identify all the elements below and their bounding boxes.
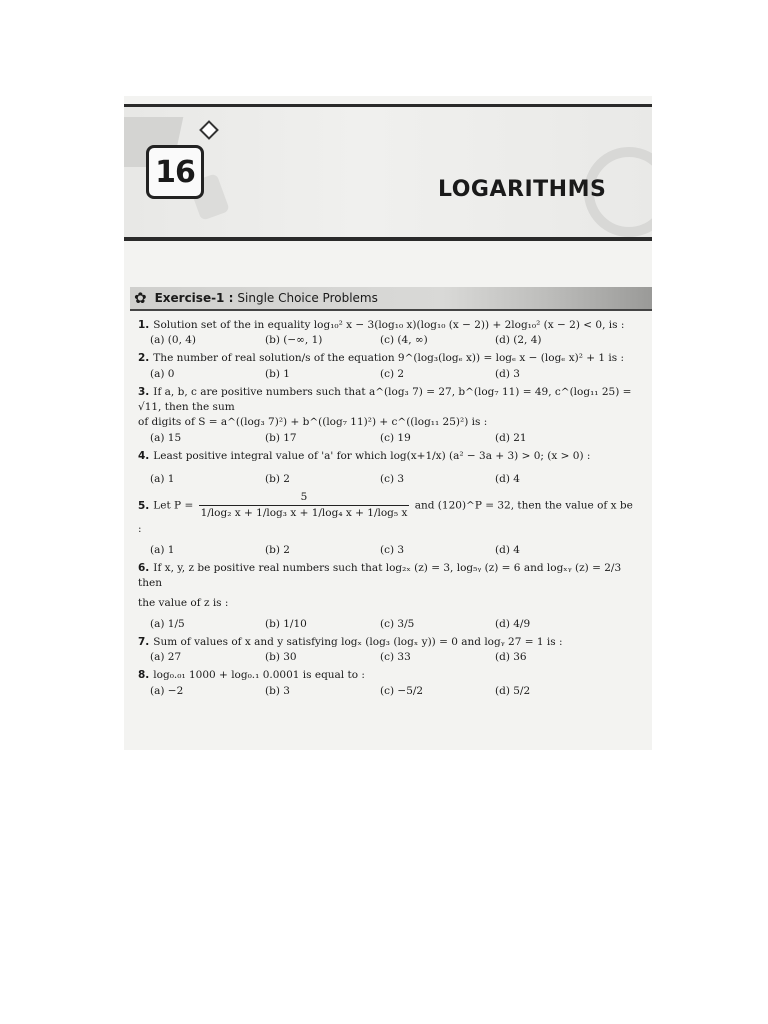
option-b: (b) (−∞, 1): [265, 334, 323, 347]
option-d: (d) (2, 4): [495, 334, 542, 347]
option-d: (d) 4/9: [495, 617, 531, 630]
option-b: (b) 2: [265, 472, 290, 485]
question-list: [138, 318, 638, 702]
question-number: 5.: [138, 499, 150, 512]
question-number: 2.: [138, 352, 150, 365]
option-d: (d) 36: [495, 651, 527, 664]
option-c: (c) 3: [380, 543, 405, 556]
question-2: [138, 351, 638, 381]
question-3: [138, 385, 638, 446]
option-c: (c) −5/2: [380, 684, 424, 697]
option-a: (a) (0, 4): [150, 334, 197, 347]
option-c: (c) (4, ∞): [380, 334, 428, 347]
fraction-numerator: 5: [199, 490, 410, 506]
question-text-continued: of digits of S = a^((log₃ 7)²) + b^((log₇ 11)²) + c^((log₁₁ 25)²) is :: [138, 416, 488, 429]
question-5: [138, 490, 638, 558]
exercise-header: [130, 287, 652, 311]
question-number: 6.: [138, 562, 150, 575]
option-c: (c) 33: [380, 651, 411, 664]
question-text: Least positive integral value of 'a' for which log(x+1/x) (a² − 3a + 3) > 0; (x > 0) :: [153, 449, 591, 462]
textbook-page: [124, 96, 652, 750]
fraction: [199, 490, 410, 521]
question-number: 4.: [138, 449, 150, 462]
question-number: 7.: [138, 635, 150, 648]
flower-icon: ✿: [134, 289, 147, 307]
option-a: (a) 1: [150, 472, 175, 485]
question-number: 1.: [138, 319, 150, 331]
option-c: (c) 3/5: [380, 617, 415, 630]
question-text: log₀.₀₁ 1000 + log₀.₁ 0.0001 is equal to :: [153, 669, 365, 682]
option-a: (a) 0: [150, 367, 175, 380]
question-text: Sum of values of x and y satisfying logₓ (log₃ (logₓ y)) = 0 and logᵧ 27 = 1 is :: [153, 635, 563, 648]
option-d: (d) 5/2: [495, 684, 531, 697]
option-b: (b) 1: [265, 367, 290, 380]
option-d: (d) 4: [495, 472, 520, 485]
option-d: (d) 21: [495, 431, 527, 444]
question-1: [138, 318, 638, 348]
question-text: Let P =: [153, 499, 194, 512]
option-b: (b) 30: [265, 651, 297, 664]
question-number: 8.: [138, 669, 150, 682]
exercise-subtitle: Single Choice Problems: [237, 291, 378, 305]
option-b: (b) 17: [265, 431, 297, 444]
question-text: The number of real solution/s of the equation 9^(log₃(logₑ x)) = logₑ x − (logₑ x)² + 1 is :: [153, 352, 625, 365]
option-d: (d) 4: [495, 543, 520, 556]
exercise-label: Exercise-1 :: [154, 291, 234, 305]
option-c: (c) 19: [380, 431, 411, 444]
chapter-title: LOGARITHMS: [438, 177, 607, 202]
option-b: (b) 3: [265, 684, 290, 697]
option-b: (b) 1/10: [265, 617, 307, 630]
chapter-number: 16: [146, 145, 204, 199]
option-b: (b) 2: [265, 543, 290, 556]
option-a: (a) 1/5: [150, 617, 185, 630]
question-number: 3.: [138, 385, 150, 398]
option-c: (c) 2: [380, 367, 405, 380]
question-4: [138, 449, 638, 487]
option-a: (a) 1: [150, 543, 175, 556]
option-a: (a) 27: [150, 651, 182, 664]
fraction-denominator: 1/log₂ x + 1/log₃ x + 1/log₄ x + 1/log₅ x: [200, 507, 408, 520]
question-text: If x, y, z be positive real numbers such that log₂ₓ (z) = 3, log₅ᵧ (z) = 6 and logₓᵧ (z) = 2/3 then: [138, 562, 622, 590]
option-d: (d) 3: [495, 367, 520, 380]
question-8: [138, 668, 638, 698]
chapter-banner: [124, 104, 652, 241]
question-text-continued: the value of z is :: [138, 596, 229, 609]
option-c: (c) 3: [380, 472, 405, 485]
question-7: [138, 635, 638, 665]
option-a: (a) 15: [150, 431, 182, 444]
question-text: If a, b, c are positive numbers such that a^(log₃ 7) = 27, b^(log₇ 11) = 49, c^(log₁₁ 25) = √11, then the sum: [138, 385, 632, 414]
question-6: [138, 561, 638, 632]
option-a: (a) −2: [150, 684, 184, 697]
question-text: Solution set of the in equality log₁₀² x − 3(log₁₀ x)(log₁₀ (x − 2)) + 2log₁₀² (x − 2) < 0, is :: [153, 319, 625, 331]
diamond-icon: [199, 120, 219, 140]
question-text-continued: and (120)^P = 32, then the value of x be :: [138, 499, 633, 535]
